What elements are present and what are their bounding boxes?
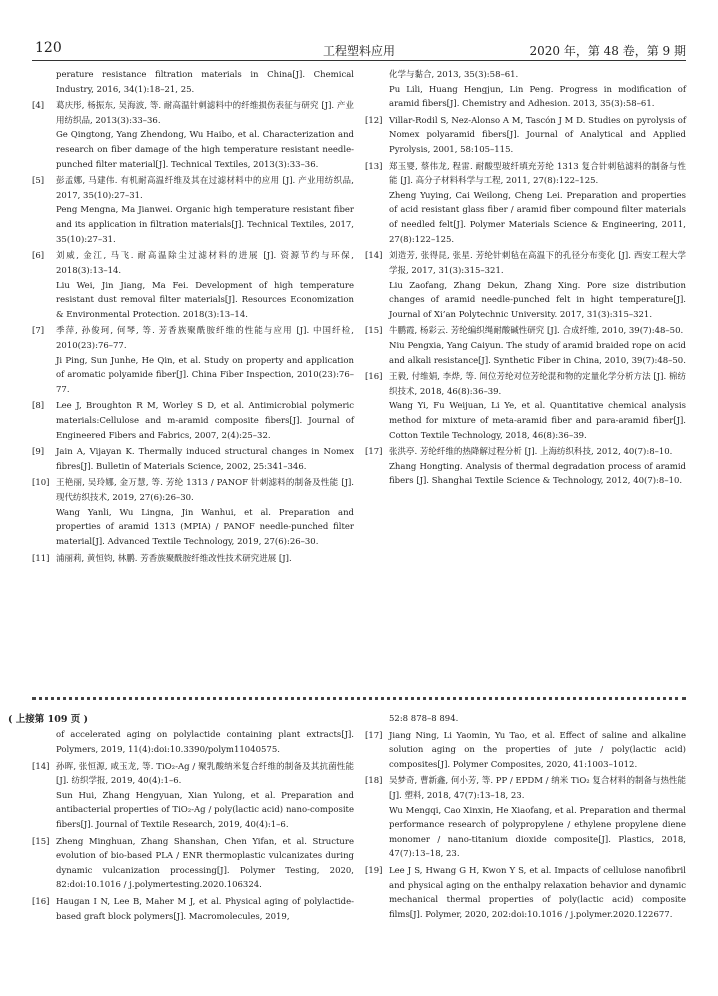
reference-entry (365, 68, 686, 112)
reference-number: [7] (32, 326, 45, 337)
reference-english: Wu Mengqi, Cao Xinxin, He Xiaofang, et al. Preparation and thermal performance research of polypropylene / ethylene propylene diene monomer / nano-titanium dioxide composite[J]. Plastics, 2018, 47(7):13–18, 23. (389, 805, 686, 860)
references-bottom-left (8, 712, 354, 926)
reference-number: [18] (365, 776, 383, 787)
reference-entry (32, 324, 354, 397)
references-top-right (365, 68, 686, 491)
reference-number: [15] (365, 326, 383, 337)
reference-entry (32, 552, 354, 567)
reference-chinese: 张洪亭. 芳纶纤维的热降解过程分析 [J]. 上海纺织科技, 2012, 40(7):8–10. (389, 447, 673, 458)
reference-entry (32, 895, 354, 924)
reference-entry (365, 729, 686, 773)
reference-chinese: 郑玉婴, 蔡伟龙, 程雷. 耐酸型玻纤填充芳纶 1313 复合针刺毡滤料的制备与性能 [J]. 高分子材料科学与工程, 2011, 27(8):122–125. (389, 161, 686, 187)
reference-entry (365, 160, 686, 248)
reference-english: Pu Lili, Huang Hengjun, Lin Peng. Progress in modification of aramid fibers[J]. Chemistry and Adhesion. 2013, 35(3):58–61. (389, 84, 686, 110)
section-divider (32, 697, 686, 700)
reference-english: Jiang Ning, Li Yaomin, Yu Tao, et al. Effect of saline and alkaline solution aging on the properties of jute / poly(lactic acid) composites[J]. Polymer Composites, 2020, 41:1003–1012. (389, 730, 686, 770)
reference-chinese: 化学与黏合, 2013, 35(3):58–61. (389, 70, 519, 80)
reference-chinese: 彭孟娜, 马建伟. 有机耐高温纤维及其在过滤材料中的应用 [J]. 产业用纺织品, 2017, 35(10):27–31. (56, 176, 354, 201)
reference-number: [10] (32, 478, 50, 489)
reference-entry (365, 249, 686, 322)
reference-number: [8] (32, 401, 45, 412)
reference-chinese: 葛庆彤, 杨振东, 吴海波, 等. 耐高温针刺滤料中的纤维损伤表征与研究 [J]. 产业用纺织品, 2013(3):33–36. (56, 101, 354, 126)
reference-english: Wang Yi, Fu Weijuan, Li Ye, et al. Quantitative chemical analysis method for mixture of meta-aramid fiber and para-aramid fiber[J]. Cotton Textile Technology, 2018, 46(8):36–39. (389, 401, 686, 441)
reference-english: Zheng Yuying, Cai Weilong, Cheng Lei. Preparation and properties of acid resistant glass fiber / aramid fiber compound filter materials of needled felt[J]. Polymer Materials Science & Engineering, 2011, 27(8):122–125. (389, 190, 686, 245)
continued-label: ( 上接第 109 页 ) (8, 714, 89, 725)
reference-number: [16] (365, 372, 383, 383)
reference-entry (365, 712, 686, 727)
reference-english: Ji Ping, Sun Junhe, He Qin, et al. Study on property and application of aromatic polyamide fiber[J]. China Fiber Inspection, 2010(23):76–77. (56, 355, 354, 395)
reference-english: Ge Qingtong, Yang Zhendong, Wu Haibo, et al. Characterization and research on fiber damage of the high temperature resistant needle-punched filter material[J]. Technical Textiles, 2013(3):33–36. (56, 130, 354, 170)
reference-number: [17] (365, 447, 383, 458)
journal-title: 工程塑料应用 (322, 44, 395, 58)
reference-chinese: 牛鹏霞, 杨彩云. 芳纶编织绳耐酸碱性研究 [J]. 合成纤维, 2010, 39(7):48–50. (389, 326, 684, 337)
reference-chinese: 孙晖, 张恒源, 咸玉龙, 等. TiO₂-Ag / 聚乳酸纳米复合纤维的制备及其抗菌性能 [J]. 纺织学报, 2019, 40(4):1–6. (56, 761, 354, 787)
reference-english: of accelerated aging on polylactide containing plant extracts[J]. Polymers, 2019, 11(4):doi:10.3390/polym11040575. (56, 730, 354, 755)
reference-english: Jain A, Vijayan K. Thermally induced structural changes in Nomex fibres[J]. Bulletin of Materials Science, 2002, 25:341–346. (56, 447, 354, 472)
reference-entry (32, 728, 354, 757)
reference-english: Liu Wei, Jin Jiang, Ma Fei. Development of high temperature resistant dust removal filter materials[J]. Resources Economization & Environmental Protection. 2018(3):13–14. (56, 280, 354, 320)
reference-number: [5] (32, 176, 45, 187)
reference-chinese: 刘威, 金江, 马飞. 耐高温除尘过滤材料的进展 [J]. 资源节约与环保, 2018(3):13–14. (56, 251, 354, 276)
reference-english: perature resistance filtration materials in China[J]. Chemical Industry, 2016, 34(1):18–21, 25. (56, 70, 354, 95)
page-header (32, 40, 686, 62)
reference-number: [16] (32, 897, 50, 908)
reference-entry (32, 476, 354, 549)
page-number: 120 (35, 40, 62, 56)
reference-english: Zhang Hongting. Analysis of thermal degradation process of aramid fibers [J]. Shanghai Textile Science & Technology, 2012, 40(7):8–10. (389, 461, 686, 487)
reference-chinese: 王艳丽, 吴玲娜, 金万慧, 等. 芳纶 1313 / PANOF 针刺滤料的制备及性能 [J]. 现代纺织技术, 2019, 27(6):26–30. (56, 478, 354, 504)
reference-number: [6] (32, 251, 45, 262)
reference-number: [13] (365, 161, 383, 172)
reference-english: Zheng Minghuan, Zhang Shanshan, Chen Yifan, et al. Structure evolution of bio-based PLA / ENR thermoplastic vulcanizates during dynamic vulcanization processing[J]. Polymer Testing, 2020, 82:doi:10.1016 / j.polymertesting.2020.106324. (56, 836, 354, 891)
reference-number: [12] (365, 115, 383, 126)
reference-english: Lee J S, Hwang G H, Kwon Y S, et al. Impacts of cellulose nanofibril and physical aging on the enthalpy relaxation behavior and dynamic mechanical thermal properties of poly(lactic acid) composite films[J]. Polymer, 2020, 202:doi:10.1016 / j.polymer.2020.122677. (389, 866, 686, 920)
reference-entry (32, 68, 354, 97)
reference-chinese: 吴梦奇, 曹新鑫, 何小芳, 等. PP / EPDM / 纳米 TiO₂ 复合材料的制备与热性能 [J]. 塑料, 2018, 47(7):13–18, 23. (389, 776, 686, 802)
reference-number: [17] (365, 730, 383, 741)
references-top-left (32, 68, 354, 568)
reference-number: [9] (32, 447, 45, 458)
reference-english: 52:8 878–8 894. (389, 714, 459, 724)
header-rule (32, 60, 686, 61)
reference-entry (32, 249, 354, 322)
reference-entry (32, 445, 354, 474)
reference-english: Villar-Rodil S, Nez-Alonso A M, Tascón J M D. Studies on pyrolysis of Nomex polyaramid fibers[J]. Journal of Analytical and Applied Pyrolysis, 2001, 58:105–115. (389, 115, 686, 156)
reference-english: Lee J, Broughton R M, Worley S D, et al. Antimicrobial polymeric materials:Cellulose and m-aramid composite fibers[J]. Journal of Engineered Fibers and Fabrics, 2007, 2(4):25–32. (56, 401, 354, 441)
reference-chinese: 季萍, 孙俊珂, 何琴, 等. 芳香族聚酰胺纤维的性能与应用 [J]. 中国纤检, 2010(23):76–77. (56, 326, 354, 351)
reference-number: [15] (32, 836, 50, 847)
reference-chinese: 浦丽莉, 黄恒钧, 林鹏. 芳香族聚酰胺纤维改性技术研究进展 [J]. (56, 553, 292, 564)
reference-english: Peng Mengna, Ma Jianwei. Organic high temperature resistant fiber and its application in filtration materials[J]. Technical Textiles, 2017, 35(10):27–31. (56, 205, 354, 245)
reference-number: [19] (365, 866, 383, 877)
reference-entry (365, 114, 686, 158)
issue-info: 2020 年，第 48 卷，第 9 期 (529, 44, 686, 58)
reference-chinese: 王毅, 付维娟, 李烨, 等. 间位芳纶对位芳纶混和物的定量化学分析方法 [J]. 棉纺织技术, 2018, 46(8):36–39. (389, 372, 686, 397)
reference-entry (32, 399, 354, 443)
reference-english: Niu Pengxia, Yang Caiyun. The study of aramid braided rope on acid and alkali resistance[J]. Synthetic Fiber in China, 2010, 39(7):48–50. (389, 340, 686, 366)
reference-chinese: 刘造芳, 张得昆, 张星. 芳纶针刺毡在高温下的孔径分布变化 [J]. 西安工程大学学报, 2017, 31(3):315–321. (389, 251, 686, 276)
reference-entry (32, 99, 354, 172)
references-bottom-right (365, 712, 686, 925)
reference-number: [14] (365, 251, 383, 262)
reference-entry (365, 774, 686, 862)
reference-entry (365, 370, 686, 443)
reference-entry (365, 864, 686, 922)
reference-entry (32, 760, 354, 833)
reference-entry (32, 835, 354, 893)
reference-number: [14] (32, 761, 50, 772)
reference-number: [4] (32, 101, 45, 112)
reference-english: Haugan I N, Lee B, Maher M J, et al. Physical aging of polylactide-based graft block polymers[J]. Macromolecules, 2019, (56, 897, 354, 922)
reference-english: Wang Yanli, Wu Lingna, Jin Wanhui, et al. Preparation and properties of aramid 1313 (MPIA) / PANOF needle-punched filter material[J]. Advanced Textile Technology, 2019, 27(6):26–30. (56, 507, 354, 547)
reference-entry (365, 445, 686, 489)
reference-entry (32, 174, 354, 247)
reference-english: Liu Zaofang, Zhang Dekun, Zhang Xing. Pore size distribution changes of aramid needle-punched felt in hight temperature[J]. Journal of Xi’an Polytechnic University. 2017, 31(3):315–321. (389, 280, 686, 320)
reference-english: Sun Hui, Zhang Hengyuan, Xian Yulong, et al. Preparation and antibacterial properties of TiO₂-Ag / poly(lactic acid) nano-composite fibers[J]. Journal of Textile Research, 2019, 40(4):1–6. (56, 790, 354, 830)
reference-entry (365, 324, 686, 368)
reference-number: [11] (32, 553, 50, 564)
